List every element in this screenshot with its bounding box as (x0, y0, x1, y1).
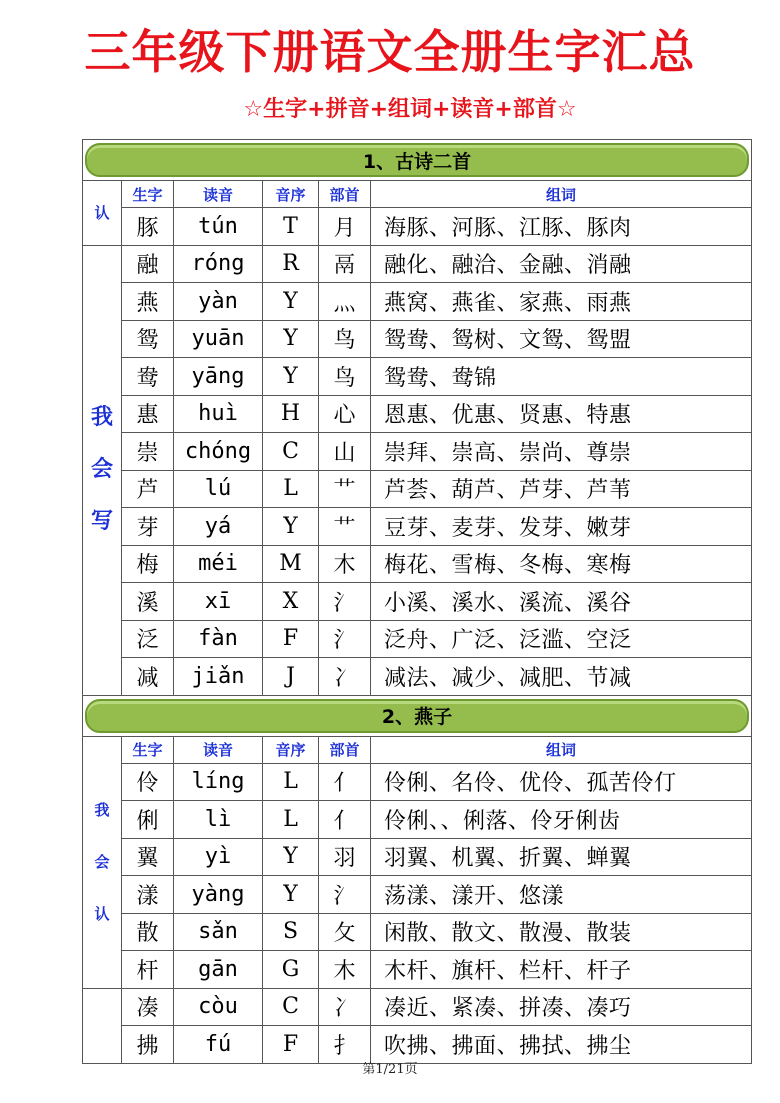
radical-cell: 鸟 (319, 358, 371, 396)
words-cell: 羽翼、机翼、折翼、蝉翼 (371, 838, 752, 876)
pinyin-cell: yàn (174, 283, 263, 321)
index-letter-cell: F (263, 620, 319, 658)
radical-cell: 亻 (319, 763, 371, 801)
category-label-char: 写 (90, 509, 113, 534)
words-cell: 伶俐、名伶、优伶、孤苦伶仃 (371, 763, 752, 801)
index-letter-cell: L (263, 470, 319, 508)
index-letter-cell: Y (263, 876, 319, 914)
section-title: 1、古诗二首 (85, 143, 749, 177)
table-row (83, 951, 752, 989)
character-cell: 融 (122, 245, 174, 283)
table-row (83, 913, 752, 951)
words-cell: 鸳鸯、鸯锦 (371, 358, 752, 396)
index-letter-cell: C (263, 433, 319, 471)
character-cell: 燕 (122, 283, 174, 321)
character-cell: 漾 (122, 876, 174, 914)
radical-cell: 鸟 (319, 320, 371, 358)
pinyin-cell: fú (174, 1026, 263, 1064)
index-letter-cell: G (263, 951, 319, 989)
pinyin-cell: yá (174, 508, 263, 546)
index-letter-cell: J (263, 658, 319, 696)
pinyin-cell: líng (174, 763, 263, 801)
column-header-row (83, 736, 752, 763)
words-cell: 荡漾、漾开、悠漾 (371, 876, 752, 914)
radical-cell: 木 (319, 545, 371, 583)
pinyin-cell: sǎn (174, 913, 263, 951)
table-row (83, 395, 752, 433)
table-row (83, 433, 752, 471)
character-table (82, 139, 752, 1064)
words-cell: 崇拜、崇高、崇尚、尊崇 (371, 433, 752, 471)
table-row (83, 358, 752, 396)
character-cell: 拂 (122, 1026, 174, 1064)
column-header-pinyin: 读音 (174, 736, 263, 763)
radical-cell: 亻 (319, 801, 371, 839)
index-letter-cell: Y (263, 508, 319, 546)
category-label-char: 我 (94, 801, 110, 819)
index-letter-cell: M (263, 545, 319, 583)
radical-cell: 冫 (319, 988, 371, 1026)
radical-cell: 冫 (319, 658, 371, 696)
section-title: 2、燕子 (85, 699, 749, 733)
radical-cell: 氵 (319, 583, 371, 621)
words-cell: 融化、融洽、金融、消融 (371, 245, 752, 283)
words-cell: 闲散、散文、散漫、散装 (371, 913, 752, 951)
pinyin-cell: lú (174, 470, 263, 508)
category-label-char: 认 (94, 203, 110, 222)
index-letter-cell: F (263, 1026, 319, 1064)
radical-cell: 扌 (319, 1026, 371, 1064)
pinyin-cell: róng (174, 245, 263, 283)
column-header-radical: 部首 (319, 736, 371, 763)
pinyin-cell: tún (174, 208, 263, 246)
index-letter-cell: Y (263, 320, 319, 358)
radical-cell: 灬 (319, 283, 371, 321)
index-letter-cell: C (263, 988, 319, 1026)
column-header-words: 组词 (371, 736, 752, 763)
pinyin-cell: yàng (174, 876, 263, 914)
character-cell: 梅 (122, 545, 174, 583)
column-header-pinyin: 读音 (174, 181, 263, 208)
character-cell: 芽 (122, 508, 174, 546)
index-letter-cell: R (263, 245, 319, 283)
category-label-char: 会 (94, 853, 110, 871)
column-header-radical: 部首 (319, 181, 371, 208)
table-row (83, 763, 752, 801)
character-cell: 减 (122, 658, 174, 696)
index-letter-cell: L (263, 801, 319, 839)
radical-cell: 氵 (319, 876, 371, 914)
character-cell: 鸯 (122, 358, 174, 396)
character-cell: 俐 (122, 801, 174, 839)
pinyin-cell: yì (174, 838, 263, 876)
character-cell: 凑 (122, 988, 174, 1026)
index-letter-cell: T (263, 208, 319, 246)
column-header-row (83, 181, 752, 208)
pinyin-cell: chóng (174, 433, 263, 471)
radical-cell: 氵 (319, 620, 371, 658)
radical-cell: 木 (319, 951, 371, 989)
pinyin-cell: huì (174, 395, 263, 433)
pinyin-cell: gān (174, 951, 263, 989)
pinyin-cell: còu (174, 988, 263, 1026)
pinyin-cell: xī (174, 583, 263, 621)
table-row (83, 320, 752, 358)
words-cell: 梅花、雪梅、冬梅、寒梅 (371, 545, 752, 583)
category-label (83, 988, 122, 1063)
character-cell: 崇 (122, 433, 174, 471)
words-cell: 泛舟、广泛、泛滥、空泛 (371, 620, 752, 658)
table-row (83, 545, 752, 583)
words-cell: 木杆、旗杆、栏杆、杆子 (371, 951, 752, 989)
radical-cell: 艹 (319, 470, 371, 508)
page-subtitle: ☆生字+拼音+组词+读音+部首☆ (243, 97, 577, 122)
pinyin-cell: méi (174, 545, 263, 583)
character-cell: 豚 (122, 208, 174, 246)
column-header-index: 音序 (263, 181, 319, 208)
radical-cell: 心 (319, 395, 371, 433)
character-cell: 散 (122, 913, 174, 951)
words-cell: 凑近、紧凑、拼凑、凑巧 (371, 988, 752, 1026)
character-cell: 翼 (122, 838, 174, 876)
table-row (83, 658, 752, 696)
words-cell: 豆芽、麦芽、发芽、嫩芽 (371, 508, 752, 546)
character-cell: 惠 (122, 395, 174, 433)
words-cell: 恩惠、优惠、贤惠、特惠 (371, 395, 752, 433)
character-cell: 芦 (122, 470, 174, 508)
section-header-row (83, 695, 752, 736)
character-cell: 鸳 (122, 320, 174, 358)
category-label-char: 认 (94, 905, 110, 923)
character-cell: 伶 (122, 763, 174, 801)
index-letter-cell: Y (263, 283, 319, 321)
index-letter-cell: H (263, 395, 319, 433)
words-cell: 减法、减少、减肥、节减 (371, 658, 752, 696)
radical-cell: 月 (319, 208, 371, 246)
index-letter-cell: L (263, 763, 319, 801)
table-row (83, 801, 752, 839)
page-number: 第1/21页 (362, 1062, 418, 1077)
radical-cell: 羽 (319, 838, 371, 876)
radical-cell: 鬲 (319, 245, 371, 283)
index-letter-cell: Y (263, 838, 319, 876)
category-label-char: 我 (90, 405, 113, 430)
category-label (83, 736, 122, 988)
words-cell: 小溪、溪水、溪流、溪谷 (371, 583, 752, 621)
table-row (83, 508, 752, 546)
index-letter-cell: X (263, 583, 319, 621)
words-cell: 吹拂、拂面、拂拭、拂尘 (371, 1026, 752, 1064)
character-cell: 泛 (122, 620, 174, 658)
pinyin-cell: fàn (174, 620, 263, 658)
column-header-words: 组词 (371, 181, 752, 208)
category-label-char: 会 (90, 457, 113, 482)
words-cell: 鸳鸯、鸳树、文鸳、鸳盟 (371, 320, 752, 358)
table-row (83, 988, 752, 1026)
words-cell: 海豚、河豚、江豚、豚肉 (371, 208, 752, 246)
column-header-char: 生字 (122, 181, 174, 208)
radical-cell: 山 (319, 433, 371, 471)
index-letter-cell: S (263, 913, 319, 951)
table-row (83, 470, 752, 508)
page-title: 三年级下册语文全册生字汇总 (84, 25, 696, 79)
index-letter-cell: Y (263, 358, 319, 396)
character-cell: 溪 (122, 583, 174, 621)
section-header-cell (83, 695, 752, 736)
table-row (83, 208, 752, 246)
table-row (83, 876, 752, 914)
words-cell: 芦荟、葫芦、芦芽、芦苇 (371, 470, 752, 508)
pinyin-cell: yuān (174, 320, 263, 358)
words-cell: 伶俐、、俐落、伶牙俐齿 (371, 801, 752, 839)
table-row (83, 620, 752, 658)
table-row (83, 583, 752, 621)
words-cell: 燕窝、燕雀、家燕、雨燕 (371, 283, 752, 321)
column-header-index: 音序 (263, 736, 319, 763)
category-label (83, 181, 122, 246)
character-cell: 杆 (122, 951, 174, 989)
pinyin-cell: jiǎn (174, 658, 263, 696)
radical-cell: 艹 (319, 508, 371, 546)
table-row (83, 245, 752, 283)
section-header-row (83, 140, 752, 181)
section-header-cell (83, 140, 752, 181)
table-row (83, 283, 752, 321)
pinyin-cell: lì (174, 801, 263, 839)
table-row (83, 838, 752, 876)
column-header-char: 生字 (122, 736, 174, 763)
category-label (83, 245, 122, 695)
pinyin-cell: yāng (174, 358, 263, 396)
radical-cell: 攵 (319, 913, 371, 951)
